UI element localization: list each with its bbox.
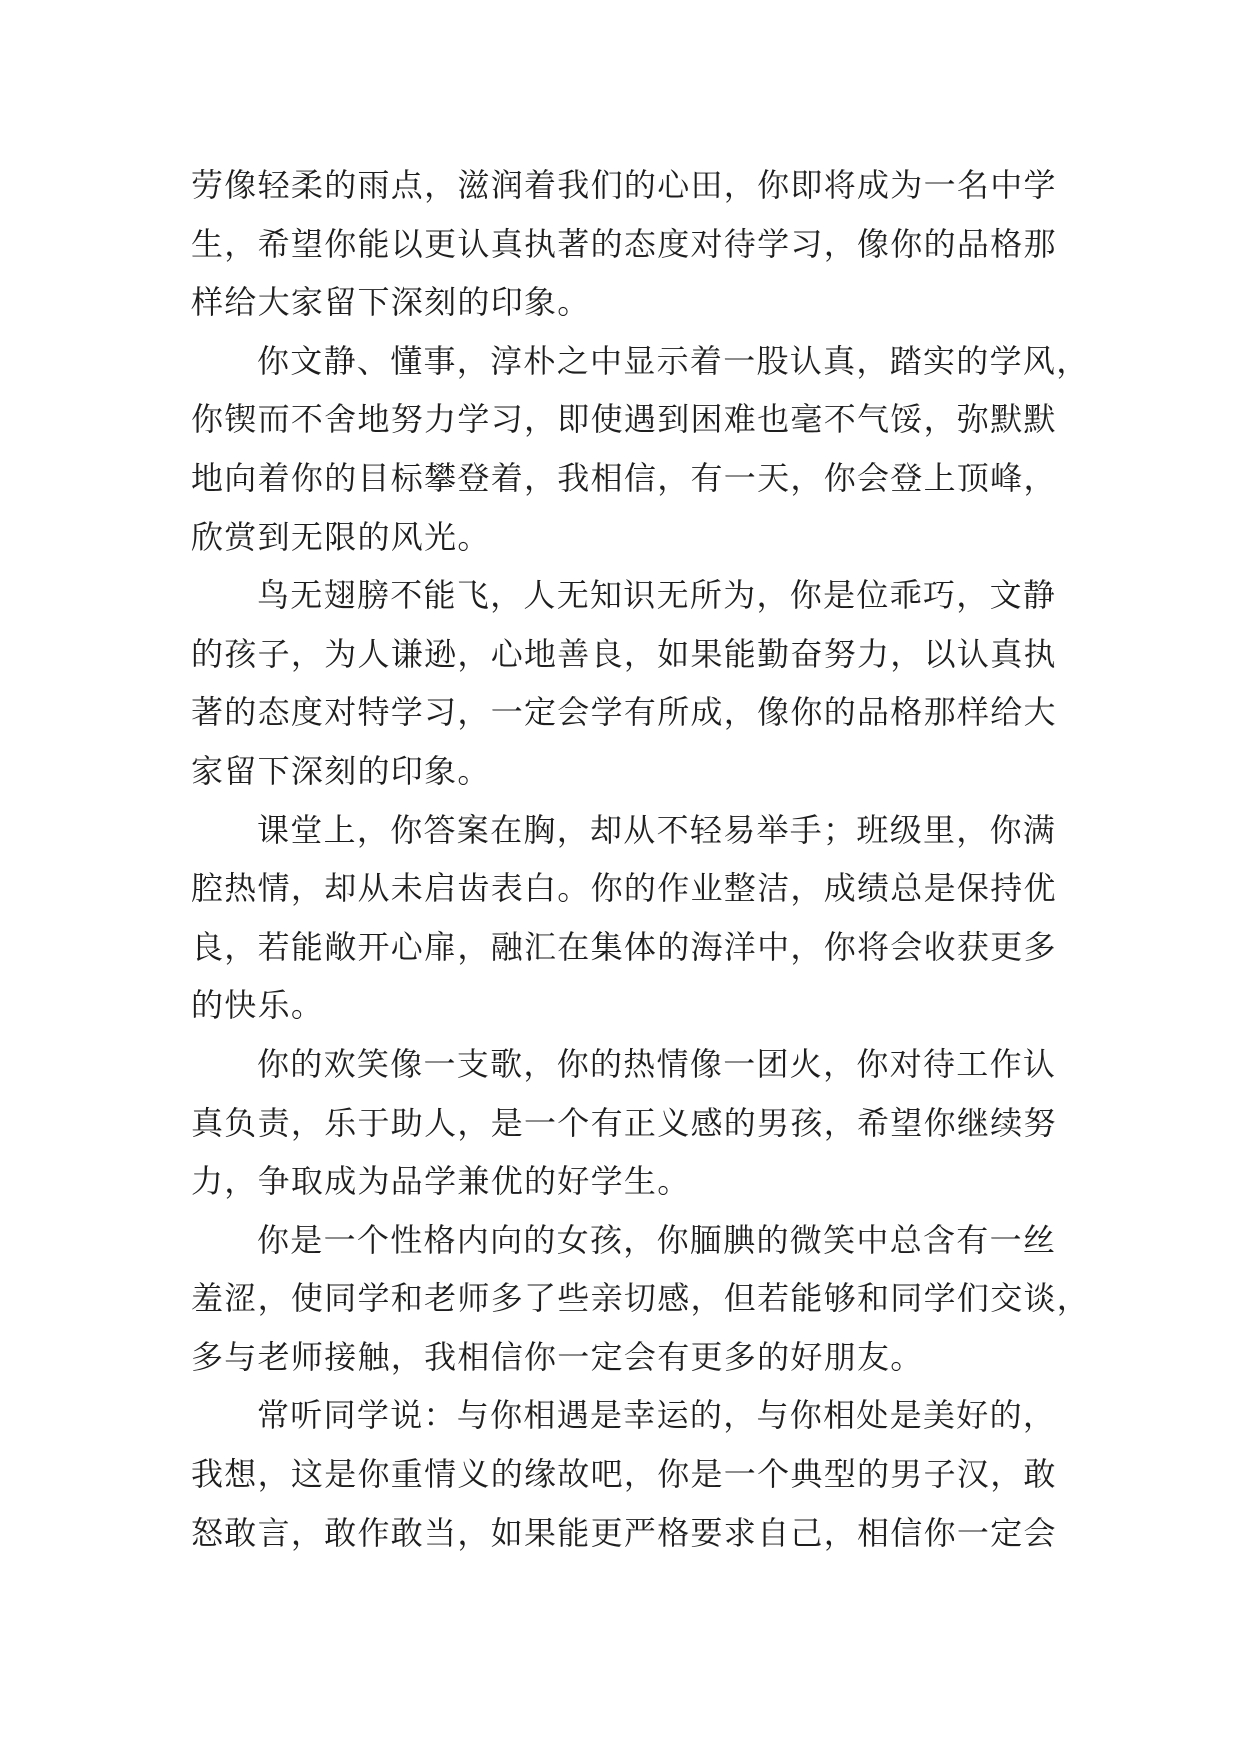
paragraph [191, 1211, 1091, 1387]
text-line: 欣赏到无限的风光。 [191, 517, 491, 556]
text-line: 著的态度对特学习，一定会学有所成，像你的品格那样给大 [191, 693, 1057, 732]
paragraph [191, 801, 1057, 1035]
text-line: 腔热情，却从未启齿表白。你的作业整洁，成绩总是保持优 [191, 869, 1057, 908]
text-line: 多与老师接触，我相信你一定会有更多的好朋友。 [191, 1337, 924, 1376]
text-line: 样给大家留下深刻的印象。 [191, 283, 591, 322]
paragraph [191, 566, 1057, 800]
text-line: 你锲而不舍地努力学习，即使遇到困难也毫不气馁，弥默默 [191, 400, 1057, 439]
text-line: 你文静、懂事，淳朴之中显示着一股认真，踏实的学风， [257, 341, 1090, 380]
text-line: 羞涩，使同学和老师多了些亲切感，但若能够和同学们交谈， [191, 1279, 1091, 1318]
document-body [191, 156, 1091, 1562]
text-line: 鸟无翅膀不能飞，人无知识无所为，你是位乖巧，文静 [257, 576, 1057, 615]
text-line: 你的欢笑像一支歌，你的热情像一团火，你对待工作认 [257, 1044, 1057, 1083]
text-line: 真负责，乐于助人，是一个有正义感的男孩，希望你继续努 [191, 1103, 1057, 1142]
text-line: 的快乐。 [191, 986, 325, 1025]
text-line: 我想，这是你重情义的缘故吧，你是一个典型的男子汉，敢 [191, 1455, 1057, 1494]
text-line: 良，若能敞开心扉，融汇在集体的海洋中，你将会收获更多 [191, 927, 1057, 966]
text-line: 生，希望你能以更认真执著的态度对待学习，像你的品格那 [191, 224, 1057, 263]
text-line: 课堂上，你答案在胸，却从不轻易举手；班级里，你满 [257, 810, 1057, 849]
text-line: 力，争取成为品学兼优的好学生。 [191, 1162, 691, 1201]
paragraph [191, 332, 1090, 566]
paragraph [191, 1035, 1057, 1211]
paragraph-continued [191, 156, 1057, 332]
paragraph [191, 1386, 1057, 1562]
text-line: 家留下深刻的印象。 [191, 751, 491, 790]
text-line: 的孩子，为人谦逊，心地善良，如果能勤奋努力，以认真执 [191, 634, 1057, 673]
text-line: 劳像轻柔的雨点，滋润着我们的心田，你即将成为一名中学 [191, 166, 1057, 204]
text-line: 常听同学说：与你相遇是幸运的，与你相处是美好的， [257, 1396, 1057, 1435]
text-line: 地向着你的目标攀登着，我相信，有一天，你会登上顶峰， [191, 458, 1057, 497]
text-line: 你是一个性格内向的女孩，你腼腆的微笑中总含有一丝 [257, 1220, 1057, 1259]
text-line: 怒敢言，敢作敢当，如果能更严格要求自己，相信你一定会 [191, 1513, 1057, 1552]
